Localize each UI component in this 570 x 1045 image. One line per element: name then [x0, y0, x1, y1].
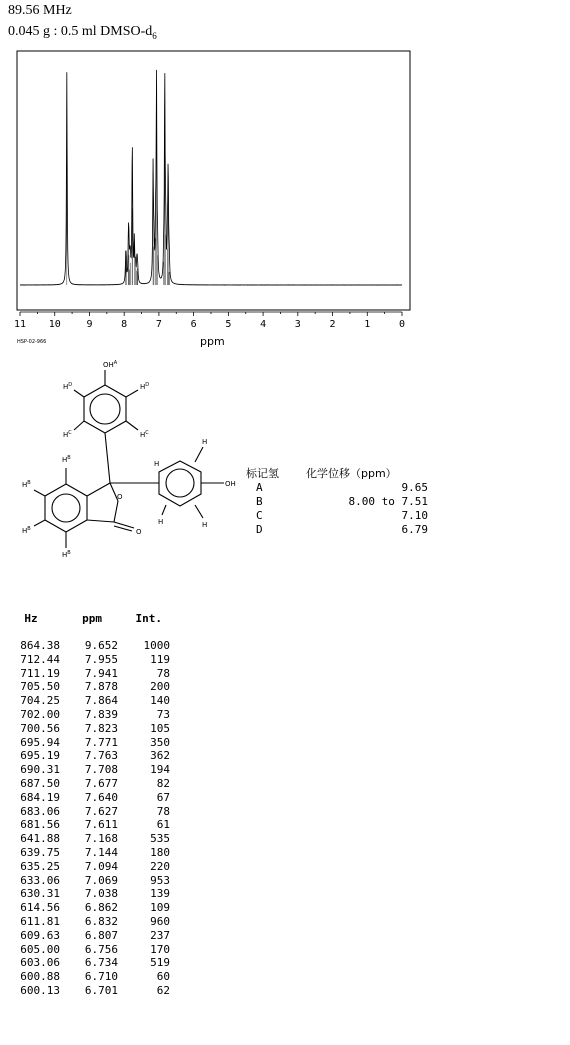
peak-hz: 684.19: [20, 790, 60, 804]
h-b-lower-label: $H^B$: [22, 526, 31, 535]
peak-marks: [67, 72, 169, 285]
assignment-label: B: [256, 495, 263, 508]
peak-ppm: 7.094: [84, 859, 118, 873]
peak-ppm: 7.168: [84, 832, 118, 846]
peak-intensity: 960: [150, 914, 170, 928]
h-c-right-label: $H^C$: [140, 430, 149, 439]
peak-row: [16, 970, 170, 984]
peak-row: [16, 860, 170, 874]
sample-subscript: 6: [152, 30, 157, 41]
peak-intensity: 67: [156, 790, 170, 804]
peak-row: [16, 653, 170, 667]
top-ring: [74, 370, 138, 483]
peak-row: [16, 818, 170, 832]
x-tick-label: 3: [294, 319, 301, 330]
peak-ppm: 7.144: [84, 845, 118, 859]
assignment-row: [246, 509, 428, 523]
h-d-right-label: $H^D$: [140, 382, 150, 391]
sample-text: 0.045 g : 0.5 ml DMSO-d: [8, 24, 153, 39]
peak-ppm: 9.652: [84, 639, 118, 652]
ppm-header: ppm: [82, 612, 102, 625]
h-right-top-label: H: [202, 438, 208, 446]
peak-intensity: 180: [150, 845, 170, 859]
peak-hz: 681.56: [20, 818, 60, 832]
peak-intensity: 350: [150, 735, 170, 749]
x-tick-label: 7: [155, 319, 162, 330]
peak-ppm: 7.823: [84, 721, 118, 735]
peak-ppm: 7.708: [84, 763, 118, 777]
peak-row: [16, 887, 170, 901]
peak-hz: 633.06: [20, 873, 60, 887]
assignment-shift: 6.79: [401, 523, 428, 536]
atom-labels: [22, 360, 236, 559]
peak-hz: 609.63: [20, 928, 60, 942]
h-right-upper-label: H: [154, 460, 160, 468]
peak-hz: 600.13: [20, 983, 60, 997]
peak-table-rows: [16, 639, 170, 998]
peak-hz: 611.81: [20, 914, 60, 928]
peak-ppm: 7.640: [84, 790, 118, 804]
peak-hz: 630.31: [20, 887, 60, 901]
peak-intensity: 953: [150, 873, 170, 887]
spectrum-trace: [20, 70, 402, 285]
peak-hz: 705.50: [20, 680, 60, 694]
peak-hz: 712.44: [20, 652, 60, 666]
h-b-top-label: $H^B$: [62, 455, 71, 464]
peak-ppm: 7.864: [84, 694, 118, 708]
peak-row: [16, 736, 170, 750]
peak-row: [16, 708, 170, 722]
x-tick-label: 0: [398, 319, 406, 330]
peak-ppm: 6.701: [84, 983, 118, 997]
peak-ppm: 7.955: [84, 652, 118, 666]
peak-ppm: 7.839: [84, 707, 118, 721]
peak-intensity: 170: [150, 942, 170, 956]
peak-table: [16, 612, 170, 998]
peak-row: [16, 763, 170, 777]
peak-hz: 687.50: [20, 776, 60, 790]
peak-intensity: 237: [150, 928, 170, 942]
peak-hz: 711.19: [20, 666, 60, 680]
peak-ppm: 6.710: [84, 970, 118, 984]
peak-ppm: 6.807: [84, 928, 118, 942]
peak-hz: 603.06: [20, 956, 60, 970]
spectrometer-frequency: 89.56 MHz: [8, 3, 72, 18]
x-axis: [14, 312, 405, 330]
peak-hz: 700.56: [20, 721, 60, 735]
peak-row: [16, 749, 170, 763]
peak-hz: 605.00: [20, 942, 60, 956]
peak-hz: 600.88: [20, 970, 60, 984]
oh-a-label: $OH^A$: [103, 360, 118, 369]
peak-row: [16, 874, 170, 888]
spectrum-code: HSP-02-966: [17, 339, 47, 345]
oh-right-label: OH: [225, 480, 236, 488]
assignment-table: [246, 465, 428, 537]
shift-column-header: 化学位移（ppm）: [306, 467, 397, 480]
peak-intensity: 200: [150, 680, 170, 694]
peak-row: [16, 805, 170, 819]
x-tick-label: 1: [364, 319, 371, 330]
x-axis-label: ppm: [200, 335, 225, 348]
peak-row: [16, 694, 170, 708]
h-right-bottom-label: H: [202, 521, 208, 529]
peak-row: [16, 680, 170, 694]
x-tick-label: 5: [225, 319, 232, 330]
peak-hz: 702.00: [20, 707, 60, 721]
peak-intensity: 119: [150, 652, 170, 666]
peak-intensity: 519: [150, 956, 170, 970]
peak-intensity: 61: [156, 818, 170, 832]
x-tick-label: 6: [190, 319, 197, 330]
assignment-shift: 9.65: [401, 481, 428, 494]
peak-ppm: 6.734: [84, 956, 118, 970]
h-d-left-label: $H^D$: [63, 382, 73, 391]
x-tick-label: 4: [260, 319, 267, 330]
peak-intensity: 139: [150, 887, 170, 901]
assignment-label: A: [256, 481, 263, 494]
h-c-left-label: $H^C$: [63, 430, 72, 439]
h-b-upper-label: $H^B$: [22, 480, 31, 489]
peak-ppm: 7.038: [84, 887, 118, 901]
peak-row: [16, 722, 170, 736]
peak-ppm: 6.862: [84, 901, 118, 915]
peak-ppm: 7.941: [84, 666, 118, 680]
assignment-row: [246, 481, 428, 495]
peak-hz: 641.88: [20, 832, 60, 846]
peak-intensity: 105: [150, 721, 170, 735]
peak-hz: 690.31: [20, 763, 60, 777]
peak-row: [16, 929, 170, 943]
assignment-shift: 8.00 to 7.51: [348, 495, 428, 508]
peak-ppm: 7.069: [84, 873, 118, 887]
x-tick-label: 10: [48, 319, 61, 330]
assignment-row: [246, 523, 428, 537]
peak-hz: 864.38: [20, 639, 60, 652]
peak-ppm: 6.832: [84, 914, 118, 928]
peak-row: [16, 832, 170, 846]
peak-intensity: 78: [156, 666, 170, 680]
peak-ppm: 7.771: [84, 735, 118, 749]
peak-ppm: 7.611: [84, 818, 118, 832]
peak-intensity: 78: [156, 804, 170, 818]
h-b-bottom-label: $H^B$: [62, 550, 71, 559]
peak-row: [16, 901, 170, 915]
peak-intensity: 109: [150, 901, 170, 915]
assignment-shift: 7.10: [401, 509, 428, 522]
assignment-label: D: [256, 523, 263, 536]
peak-intensity: 73: [156, 707, 170, 721]
peak-ppm: 7.878: [84, 680, 118, 694]
assignment-label: C: [256, 509, 263, 522]
peak-row: [16, 943, 170, 957]
assignment-rows: [246, 481, 428, 537]
x-tick-label: 11: [13, 319, 27, 330]
assignment-header: [246, 465, 428, 481]
peak-row: [16, 915, 170, 929]
peak-hz: 683.06: [20, 804, 60, 818]
nmr-spectrum-chart: [0, 0, 570, 340]
hz-header: Hz: [24, 612, 38, 625]
right-ring: [110, 447, 224, 518]
peak-intensity: 82: [156, 776, 170, 790]
carbonyl-oxygen-label: O: [136, 528, 142, 536]
label-column-header: 标记氢: [246, 467, 279, 480]
peak-hz: 695.19: [20, 749, 60, 763]
peak-hz: 635.25: [20, 859, 60, 873]
peak-table-header: [16, 612, 170, 625]
peak-hz: 639.75: [20, 845, 60, 859]
x-tick-label: 2: [329, 319, 336, 330]
peak-ppm: 7.627: [84, 804, 118, 818]
peak-row: [16, 791, 170, 805]
peak-ppm: 7.677: [84, 776, 118, 790]
peak-row: [16, 639, 170, 653]
x-tick-label: 9: [86, 319, 93, 330]
peak-intensity: 362: [150, 749, 170, 763]
peak-hz: 704.25: [20, 694, 60, 708]
peak-row: [16, 846, 170, 860]
ring-oxygen-label: O: [117, 493, 123, 501]
int-header: Int.: [135, 612, 162, 625]
molecule-structure: [0, 350, 240, 570]
peak-intensity: 62: [156, 983, 170, 997]
peak-hz: 695.94: [20, 735, 60, 749]
x-tick-label: 8: [121, 319, 128, 330]
peak-ppm: 6.756: [84, 942, 118, 956]
benzo-ring: [34, 468, 134, 548]
peak-ppm: 7.763: [84, 749, 118, 763]
peak-intensity: 220: [150, 859, 170, 873]
peak-intensity: 535: [150, 832, 170, 846]
plot-frame: [17, 51, 410, 310]
peak-intensity: 1000: [143, 639, 170, 652]
peak-hz: 614.56: [20, 901, 60, 915]
h-right-lower-label: H: [158, 518, 164, 526]
peak-intensity: 194: [150, 763, 170, 777]
peak-row: [16, 984, 170, 998]
assignment-row: [246, 495, 428, 509]
peak-row: [16, 956, 170, 970]
peak-intensity: 60: [156, 970, 170, 984]
peak-row: [16, 667, 170, 681]
peak-row: [16, 777, 170, 791]
peak-intensity: 140: [150, 694, 170, 708]
